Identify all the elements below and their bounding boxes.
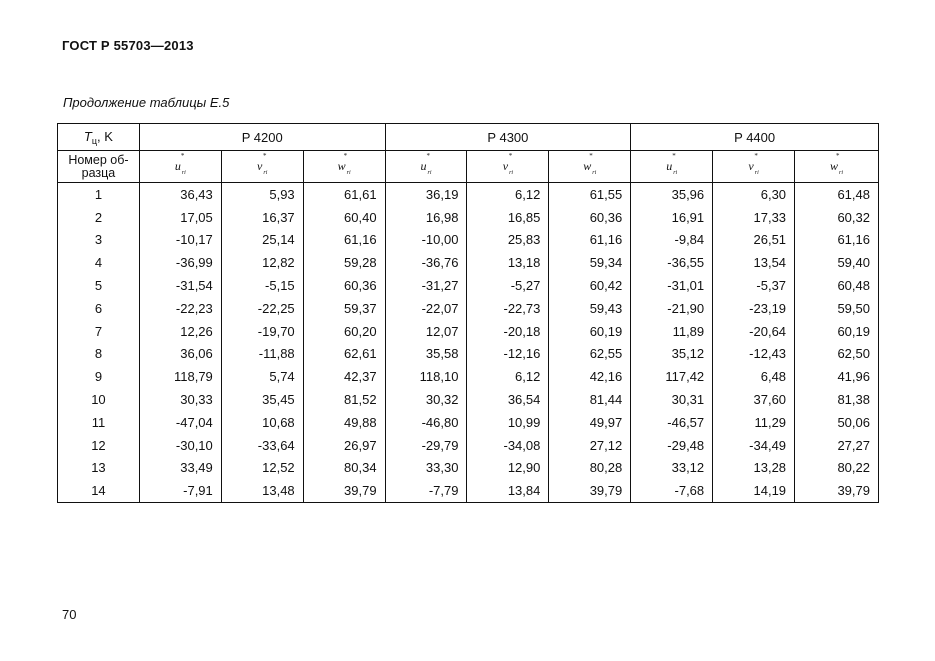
table-row	[58, 274, 879, 297]
value-cell: -23,19	[713, 297, 795, 320]
value-cell: 26,51	[713, 229, 795, 252]
value-cell: -46,80	[385, 411, 467, 434]
value-cell: 80,34	[303, 457, 385, 480]
value-cell: 60,19	[795, 320, 879, 343]
value-cell: -22,73	[467, 297, 549, 320]
value-cell: -21,90	[631, 297, 713, 320]
column-header-cell	[713, 151, 795, 183]
value-cell: 60,36	[303, 274, 385, 297]
value-cell: 81,38	[795, 388, 879, 411]
value-cell: 41,96	[795, 365, 879, 388]
column-header-row	[58, 151, 879, 183]
value-cell: 60,20	[303, 320, 385, 343]
value-cell: -22,23	[139, 297, 221, 320]
value-cell: 39,79	[303, 479, 385, 502]
column-header-cell	[549, 151, 631, 183]
value-cell: -11,88	[221, 343, 303, 366]
value-cell: 49,97	[549, 411, 631, 434]
value-cell: -19,70	[221, 320, 303, 343]
column-symbol-sup: *	[426, 151, 430, 160]
column-symbol-base: u	[666, 158, 673, 173]
value-cell: -47,04	[139, 411, 221, 434]
column-header-cell	[631, 151, 713, 183]
value-cell: 12,90	[467, 457, 549, 480]
group-header-row	[58, 124, 879, 151]
value-cell: 27,12	[549, 434, 631, 457]
column-header-cell	[385, 151, 467, 183]
value-cell: 60,36	[549, 206, 631, 229]
value-cell: 17,33	[713, 206, 795, 229]
sample-number-cell: 14	[58, 479, 140, 502]
value-cell: 62,55	[549, 343, 631, 366]
value-cell: 39,79	[795, 479, 879, 502]
sample-number-label: Номер об-разца	[68, 152, 129, 180]
column-symbol	[830, 151, 844, 176]
value-cell: 60,19	[549, 320, 631, 343]
column-symbol	[502, 151, 514, 176]
value-cell: 26,97	[303, 434, 385, 457]
value-cell: -7,79	[385, 479, 467, 502]
sample-number-cell: 8	[58, 343, 140, 366]
column-symbol-sup: *	[263, 151, 267, 160]
value-cell: 25,83	[467, 229, 549, 252]
value-cell: 5,74	[221, 365, 303, 388]
value-cell: -31,01	[631, 274, 713, 297]
value-cell: 80,22	[795, 457, 879, 480]
column-symbol-sub: ri	[839, 169, 844, 176]
temperature-header	[58, 124, 140, 151]
value-cell: -34,08	[467, 434, 549, 457]
value-cell: 6,48	[713, 365, 795, 388]
table-row	[58, 388, 879, 411]
sample-number-cell: 9	[58, 365, 140, 388]
value-cell: -29,79	[385, 434, 467, 457]
value-cell: 59,37	[303, 297, 385, 320]
value-cell: 61,61	[303, 183, 385, 206]
sample-number-cell: 13	[58, 457, 140, 480]
sample-number-cell: 1	[58, 183, 140, 206]
value-cell: -7,91	[139, 479, 221, 502]
value-cell: -36,76	[385, 251, 467, 274]
sample-number-cell: 10	[58, 388, 140, 411]
column-symbol	[174, 151, 186, 176]
value-cell: 62,50	[795, 343, 879, 366]
value-cell: 50,06	[795, 411, 879, 434]
value-cell: 61,16	[795, 229, 879, 252]
value-cell: -10,00	[385, 229, 467, 252]
page-number: 70	[62, 607, 77, 622]
column-symbol-sup: *	[589, 151, 593, 160]
value-cell: 25,14	[221, 229, 303, 252]
value-cell: 6,12	[467, 365, 549, 388]
table-row	[58, 251, 879, 274]
value-cell: 13,84	[467, 479, 549, 502]
column-header-cell	[467, 151, 549, 183]
column-symbol-base: u	[174, 158, 181, 173]
table-row	[58, 206, 879, 229]
value-cell: 81,52	[303, 388, 385, 411]
value-cell: 11,89	[631, 320, 713, 343]
value-cell: 33,49	[139, 457, 221, 480]
column-header-cell	[795, 151, 879, 183]
value-cell: -5,27	[467, 274, 549, 297]
value-cell: 13,54	[713, 251, 795, 274]
value-cell: 12,26	[139, 320, 221, 343]
column-symbol-sup: *	[672, 151, 676, 160]
value-cell: 16,37	[221, 206, 303, 229]
table-row	[58, 320, 879, 343]
value-cell: 14,19	[713, 479, 795, 502]
column-symbol-sup: *	[343, 151, 348, 160]
column-symbol	[337, 151, 351, 176]
value-cell: -30,10	[139, 434, 221, 457]
value-cell: 12,07	[385, 320, 467, 343]
sample-number-cell: 7	[58, 320, 140, 343]
value-cell: 16,85	[467, 206, 549, 229]
value-cell: 118,79	[139, 365, 221, 388]
column-symbol-sup: *	[754, 151, 758, 160]
column-header-cell	[221, 151, 303, 183]
value-cell: 42,37	[303, 365, 385, 388]
value-cell: 60,48	[795, 274, 879, 297]
value-cell: 36,06	[139, 343, 221, 366]
table-row	[58, 457, 879, 480]
table-row	[58, 411, 879, 434]
column-symbol-sup: *	[508, 151, 513, 160]
sample-number-cell: 3	[58, 229, 140, 252]
column-header-cell	[303, 151, 385, 183]
value-cell: 11,29	[713, 411, 795, 434]
value-cell: -36,55	[631, 251, 713, 274]
column-symbol-base: w	[830, 158, 839, 173]
value-cell: -33,64	[221, 434, 303, 457]
value-cell: 33,30	[385, 457, 467, 480]
temperature-symbol: T	[83, 128, 92, 144]
value-cell: 36,43	[139, 183, 221, 206]
table-row	[58, 434, 879, 457]
value-cell: 60,42	[549, 274, 631, 297]
value-cell: 30,31	[631, 388, 713, 411]
column-symbol-sub: ri	[427, 169, 432, 176]
value-cell: 12,82	[221, 251, 303, 274]
value-cell: 49,88	[303, 411, 385, 434]
sample-number-cell: 5	[58, 274, 140, 297]
value-cell: 35,12	[631, 343, 713, 366]
value-cell: 60,32	[795, 206, 879, 229]
column-symbol	[257, 151, 268, 176]
value-cell: 59,43	[549, 297, 631, 320]
column-symbol	[420, 151, 432, 176]
sample-number-cell: 6	[58, 297, 140, 320]
column-symbol	[748, 151, 759, 176]
value-cell: 61,16	[303, 229, 385, 252]
value-cell: -36,99	[139, 251, 221, 274]
value-cell: 17,05	[139, 206, 221, 229]
value-cell: 59,40	[795, 251, 879, 274]
group-header-p4300: P 4300	[385, 124, 631, 151]
value-cell: 6,30	[713, 183, 795, 206]
column-symbol-base: w	[337, 158, 346, 173]
value-cell: 62,61	[303, 343, 385, 366]
column-header-cell	[139, 151, 221, 183]
value-cell: 35,96	[631, 183, 713, 206]
value-cell: 81,44	[549, 388, 631, 411]
value-cell: -12,43	[713, 343, 795, 366]
table-row	[58, 365, 879, 388]
column-symbol-sub: ri	[754, 169, 759, 176]
value-cell: -34,49	[713, 434, 795, 457]
value-cell: 30,33	[139, 388, 221, 411]
value-cell: 61,55	[549, 183, 631, 206]
table-row	[58, 343, 879, 366]
sample-number-cell: 11	[58, 411, 140, 434]
value-cell: 59,34	[549, 251, 631, 274]
column-symbol-sub: ri	[346, 169, 351, 176]
value-cell: 13,48	[221, 479, 303, 502]
column-symbol-sub: ri	[673, 169, 678, 176]
table-caption: Продолжение таблицы Е.5	[63, 95, 230, 110]
value-cell: -7,68	[631, 479, 713, 502]
value-cell: 30,32	[385, 388, 467, 411]
value-cell: 36,54	[467, 388, 549, 411]
table-row	[58, 479, 879, 502]
value-cell: 59,50	[795, 297, 879, 320]
value-cell: 16,98	[385, 206, 467, 229]
value-cell: -5,15	[221, 274, 303, 297]
value-cell: 36,19	[385, 183, 467, 206]
value-cell: 80,28	[549, 457, 631, 480]
sample-number-cell: 12	[58, 434, 140, 457]
value-cell: 59,28	[303, 251, 385, 274]
value-cell: 42,16	[549, 365, 631, 388]
value-cell: -22,25	[221, 297, 303, 320]
column-symbol-sup: *	[836, 151, 840, 160]
value-cell: 10,68	[221, 411, 303, 434]
value-cell: -20,18	[467, 320, 549, 343]
value-cell: -29,48	[631, 434, 713, 457]
value-cell: 35,45	[221, 388, 303, 411]
value-cell: -31,54	[139, 274, 221, 297]
value-cell: 35,58	[385, 343, 467, 366]
document-header: ГОСТ Р 55703—2013	[62, 38, 194, 53]
value-cell: 39,79	[549, 479, 631, 502]
column-symbol-sub: ri	[509, 169, 514, 176]
sample-number-header	[58, 151, 140, 183]
value-cell: 6,12	[467, 183, 549, 206]
table-row	[58, 229, 879, 252]
value-cell: 117,42	[631, 365, 713, 388]
value-cell: 118,10	[385, 365, 467, 388]
column-symbol-base: v	[257, 158, 263, 173]
sample-number-cell: 4	[58, 251, 140, 274]
table-row	[58, 297, 879, 320]
value-cell: -22,07	[385, 297, 467, 320]
value-cell: -10,17	[139, 229, 221, 252]
column-symbol	[666, 151, 678, 176]
value-cell: 61,48	[795, 183, 879, 206]
value-cell: -12,16	[467, 343, 549, 366]
value-cell: 10,99	[467, 411, 549, 434]
sample-number-cell: 2	[58, 206, 140, 229]
column-symbol-sup: *	[180, 151, 185, 160]
value-cell: -46,57	[631, 411, 713, 434]
column-symbol-sub: ri	[181, 169, 186, 176]
value-cell: 12,52	[221, 457, 303, 480]
value-cell: 5,93	[221, 183, 303, 206]
value-cell: 27,27	[795, 434, 879, 457]
value-cell: -9,84	[631, 229, 713, 252]
value-cell: -5,37	[713, 274, 795, 297]
value-cell: 37,60	[713, 388, 795, 411]
column-symbol-base: v	[748, 158, 754, 173]
group-header-p4200: P 4200	[139, 124, 385, 151]
value-cell: 33,12	[631, 457, 713, 480]
column-symbol-base: v	[502, 158, 509, 173]
value-cell: 16,91	[631, 206, 713, 229]
value-cell: -20,64	[713, 320, 795, 343]
group-header-p4400: P 4400	[631, 124, 879, 151]
temperature-subscript: ц	[91, 135, 98, 146]
column-symbol-sub: ri	[592, 169, 597, 176]
value-cell: -31,27	[385, 274, 467, 297]
value-cell: 13,18	[467, 251, 549, 274]
table-row	[58, 183, 879, 206]
temperature-unit: , K	[97, 128, 113, 144]
data-table	[57, 123, 879, 503]
column-symbol-sub: ri	[263, 169, 268, 176]
column-symbol-base: w	[583, 158, 592, 173]
column-symbol-base: u	[420, 158, 427, 173]
value-cell: 61,16	[549, 229, 631, 252]
column-symbol	[583, 151, 597, 176]
value-cell: 60,40	[303, 206, 385, 229]
value-cell: 13,28	[713, 457, 795, 480]
